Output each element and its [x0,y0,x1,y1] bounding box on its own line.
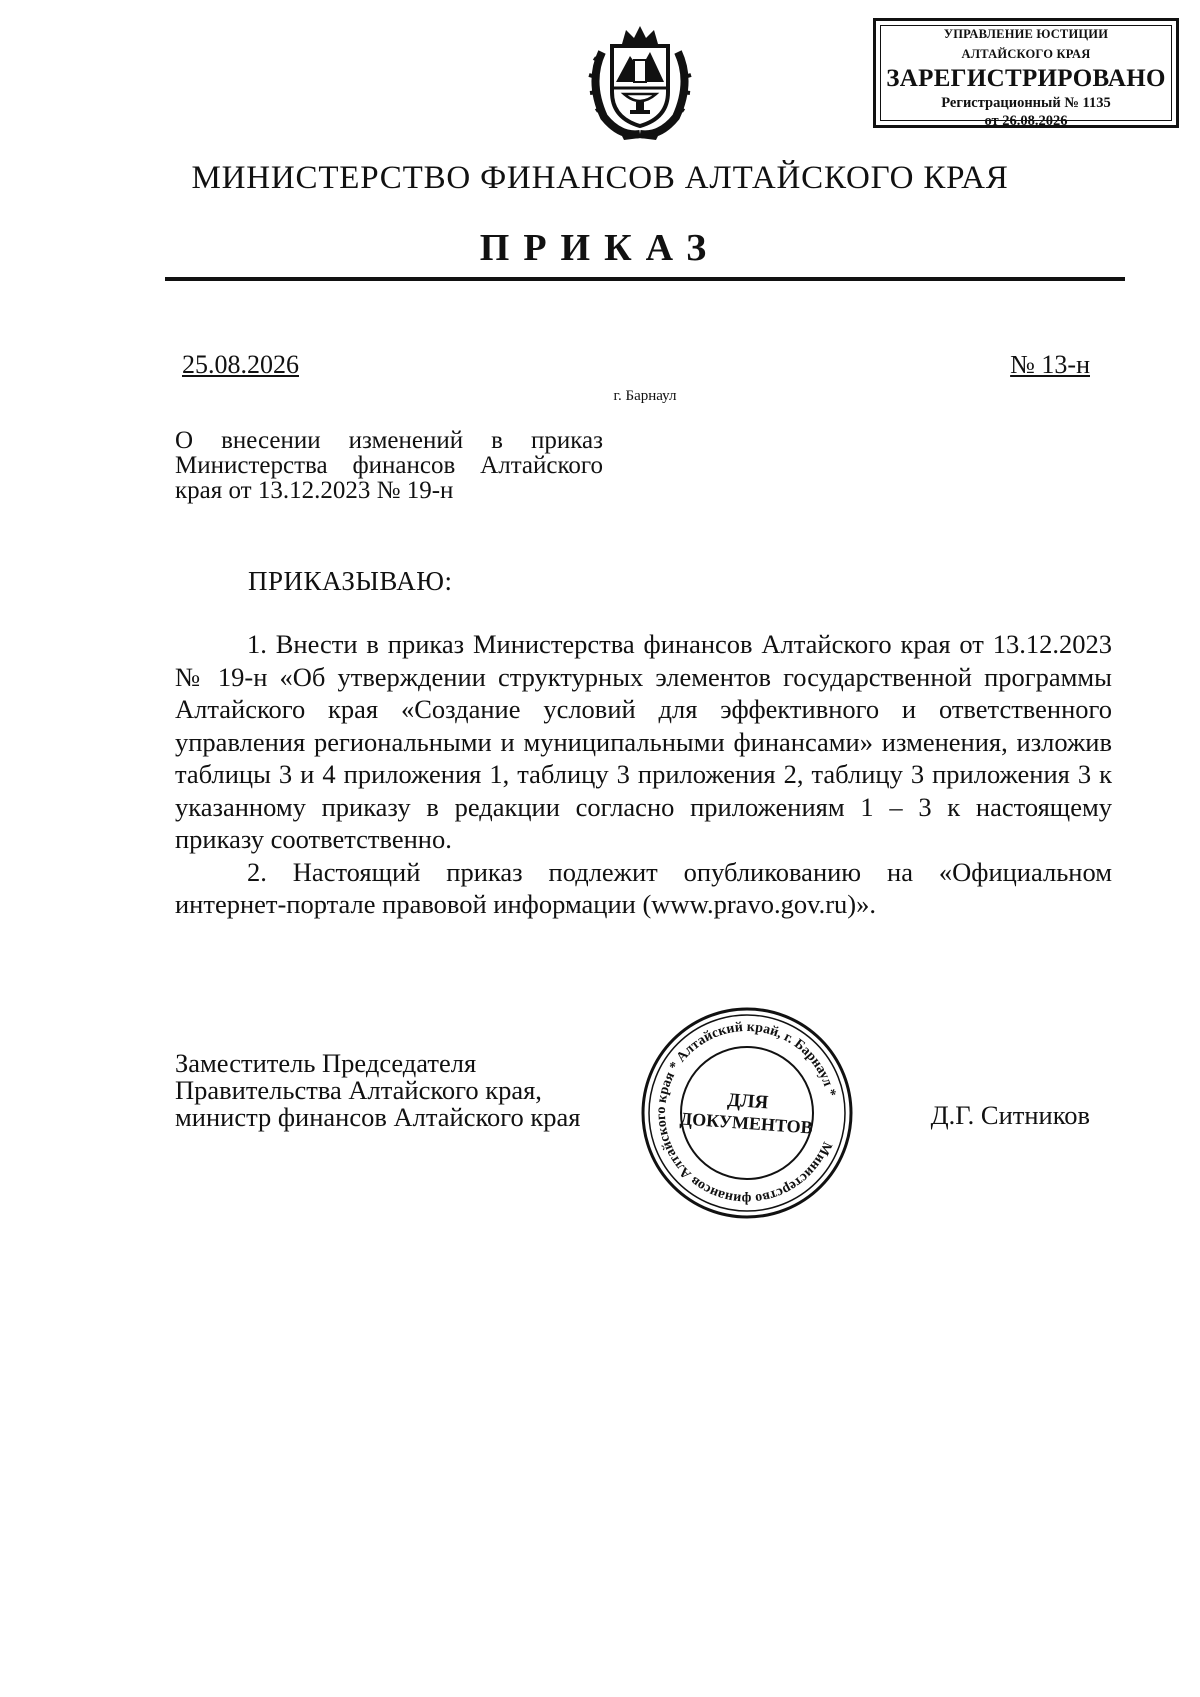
order-number: № 13-н [1010,350,1090,379]
stamp-org-line-2: АЛТАЙСКОГО КРАЯ [961,47,1091,61]
order-directive: ПРИКАЗЫВАЮ: [248,566,453,596]
signatory-title [175,1050,615,1131]
seal-center-line-1: ДЛЯ [726,1089,769,1114]
signatory-title-line: министр финансов Алтайского края [175,1102,581,1132]
subject-line: О внесении изменений в приказ [175,427,603,454]
signatory-name: Д.Г. Ситников [930,1100,1090,1130]
stamp-org-line-1: УПРАВЛЕНИЕ ЮСТИЦИИ [943,27,1109,41]
ministry-name: МИНИСТЕРСТВО ФИНАНСОВ АЛТАЙСКОГО КРАЯ [191,160,1009,196]
order-city: г. Барнаул [613,388,677,404]
coat-of-arms-emblem [582,22,698,144]
header-divider [165,277,1125,281]
seal-ring-text: Министерство финансов Алтайского края * Алтайский край, г. Барнаул * [653,1019,839,1207]
order-paragraph-1: 1. Внести в приказ Министерства финансов Алтайского края от 13.12.2023 № 19-н «Об утверждении структурных элементов государственной программы Алтайского края «Создание условий для эффективного и ответственного управления региональными и муниципальными финансами» изменения, изложив таблицы 3 и 4 приложения 1, таблицу 3 приложения 2, таблицу 3 приложения 3 к указанному приказу в редакции согласно приложениям 1 – 3 к настоящему приказу соответственно. [175,629,1112,854]
order-paragraph-2: 2. Настоящий приказ подлежит опубликованию на «Официальном интернет-портале правовой информации (www.pravo.gov.ru)». [175,856,1112,919]
document-type: ПРИКАЗ [479,227,721,269]
signatory-title-line: Заместитель Председателя [175,1048,477,1078]
order-subject [175,428,603,503]
order-body [175,628,1112,921]
stamp-registration-date: от 26.08.2026 [984,113,1068,129]
stamp-registration-number: Регистрационный № 1135 [941,95,1111,111]
subject-line: края от 13.12.2023 № 19-н [175,477,454,504]
stamp-status: ЗАРЕГИСТРИРОВАНО [886,65,1166,92]
order-date: 25.08.2026 [182,350,299,379]
signatory-title-line: Правительства Алтайского края, [175,1075,542,1105]
official-seal [637,1003,857,1223]
subject-line: Министерства финансов Алтайского [175,452,603,479]
seal-center-line-2: ДОКУМЕНТОВ [679,1108,814,1138]
registration-stamp [873,18,1179,128]
